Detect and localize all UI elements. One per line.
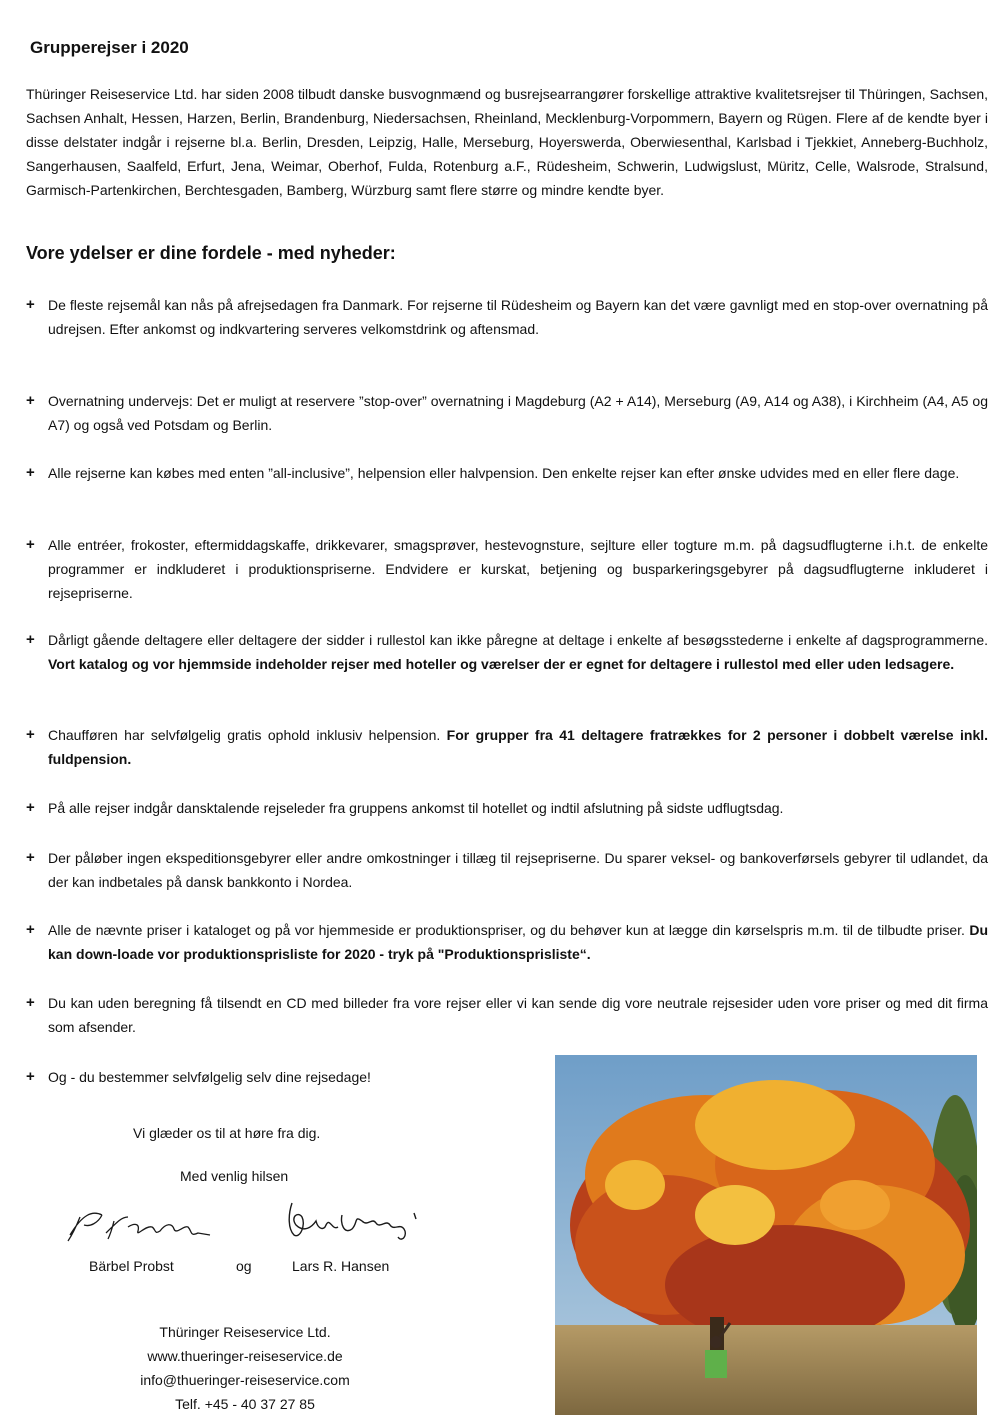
plus-icon: +	[26, 799, 35, 816]
plus-icon: +	[26, 296, 35, 313]
bullet-text: De fleste rejsemål kan nås på afrejsedagen fra Danmark. For rejserne til Rüdesheim og Bayern kan det være gavnligt med en stop-over overnatning på udrejsen. Efter ankomst og indkvartering serveres velkomstdrink og aftensmad.	[48, 297, 988, 337]
company-contact-block	[80, 1320, 410, 1416]
bullet-text: Du kan uden beregning få tilsendt en CD med billeder fra vore rejser eller vi kan sende dig vore neutrale rejsesider uden vore priser og med dit firma som afsender.	[48, 995, 988, 1035]
plus-icon: +	[26, 631, 35, 648]
bullet-item	[26, 796, 988, 820]
plus-icon: +	[26, 849, 35, 866]
section-subtitle: Vore ydelser er dine fordele - med nyheder:	[26, 243, 396, 263]
page-title: Grupperejser i 2020	[30, 38, 189, 57]
plus-icon: +	[26, 1068, 35, 1085]
bullet-item	[26, 389, 988, 437]
bullet-bold-text: Du kan down-loade vor produktionsprisliste for 2020 - tryk på "Produktionsprisliste“.	[48, 922, 988, 962]
signature-hansen	[282, 1195, 432, 1250]
bullet-text: Der påløber ingen ekspeditionsgebyrer eller andre omkostninger i tillæg til rejsepriserne. Du sparer veksel- og bankoverførsels gebyrer til udlandet, da der kan indbetales på dansk bankkonto i Nordea.	[48, 850, 988, 890]
bullet-bold-text: For grupper fra 41 deltagere fratrækkes for 2 personer i dobbelt værelse inkl. fuldpension.	[48, 727, 989, 767]
signer-name-probst: Bärbel Probst	[89, 1258, 174, 1274]
plus-icon: +	[26, 464, 35, 481]
bullet-text: Alle entréer, frokoster, eftermiddagskaffe, drikkevarer, smagsprøver, hestevognsture, sejlture eller togture m.m. på dagsudflugterne i.h.t. de enkelte programmer er indkluderet i produktionspriserne. Endvidere er kurskat, betjening og busparkeringsgebyrer på dagsudflugterne inkluderet i rejsepriserne.	[48, 537, 988, 601]
autumn-tree-photo	[555, 1055, 977, 1415]
plus-icon: +	[26, 921, 35, 938]
signer-name-hansen: Lars R. Hansen	[292, 1258, 390, 1274]
company-website[interactable]: www.thueringer-reiseservice.de	[147, 1348, 343, 1364]
bullet-item	[26, 846, 988, 894]
company-phone: Telf. +45 - 40 37 27 85	[175, 1396, 315, 1412]
company-name: Thüringer Reiseservice Ltd.	[159, 1324, 331, 1340]
bullet-text: Alle de nævnte priser i kataloget og på vor hjemmeside er produktionspriser, og du behøver kun at lægge din kørselspris m.m. til de tilbudte priser.	[48, 922, 970, 938]
bullet-text: På alle rejser indgår dansktalende rejseleder fra gruppens ankomst til hotellet og indtil afslutning på sidste udflugtsdag.	[48, 800, 784, 816]
plus-icon: +	[26, 392, 35, 409]
company-email[interactable]: info@thueringer-reiseservice.com	[140, 1372, 350, 1388]
intro-paragraph: Thüringer Reiseservice Ltd. har siden 2008 tilbudt danske busvognmænd og busrejsearrangører forskellige attraktive kvalitetsrejser til Thüringen, Sachsen, Sachsen Anhalt, Hessen, Harzen, Berlin, Brandenburg, Niedersachsen, Rheinland, Mecklenburg-Vorpommern, Bayern og Rügen. Flere af de kendte byer i disse delstater indgår i rejserne bl.a. Berlin, Dresden, Leipzig, Halle, Merseburg, Hoyerswerda, Oberwiesenthal, Karlsbad i Tjekkiet, Anneberg-Buchholz, Sangerhausen, Saalfeld, Erfurt, Jena, Weimar, Oberhof, Fulda, Rotenburg a.F., Rüdesheim, Schwerin, Ludwigslust, Müritz, Celle, Walsrode, Stralsund, Garmisch-Partenkirchen, Berchtesgaden, Bamberg, Würzburg samt flere større og mindre kendte byer.	[26, 86, 988, 198]
plus-icon: +	[26, 536, 35, 553]
bullet-item	[26, 533, 988, 605]
closing-greeting: Vi glæder os til at høre fra dig.	[133, 1125, 321, 1141]
signer-conjunction: og	[236, 1258, 252, 1274]
plus-icon: +	[26, 726, 35, 743]
bullet-text: Dårligt gående deltagere eller deltagere der sidder i rullestol kan ikke påregne at deltage i enkelte af besøgsstederne i enkelte af dagsprogrammerne.	[48, 632, 988, 648]
bullet-item	[26, 1065, 526, 1089]
bullet-item	[26, 918, 988, 966]
closing-regards: Med venlig hilsen	[180, 1168, 289, 1184]
bullet-text: Chaufføren har selvfølgelig gratis ophold inklusiv helpension.	[48, 727, 447, 743]
bullet-bold-text: Vort katalog og vor hjemmside indeholder rejser med hoteller og værelser der er egnet for deltagere i rullestol med eller uden ledsagere.	[48, 656, 955, 672]
bullet-text: Overnatning undervejs: Det er muligt at reservere ”stop-over” overnatning i Magdeburg (A2 + A14), Merseburg (A9, A14 og A38), i Kirchheim (A4, A5 og A7) og også ved Potsdam og Berlin.	[48, 393, 988, 433]
bullet-item	[26, 293, 988, 341]
bullet-item	[26, 991, 988, 1039]
bullet-item	[26, 723, 988, 771]
plus-icon: +	[26, 994, 35, 1011]
bullet-item	[26, 628, 988, 676]
bullet-item	[26, 461, 988, 485]
bullet-text: Alle rejserne kan købes med enten ”all-inclusive”, helpension eller halvpension. Den enkelte rejser kan efter ønske udvides med en eller flere dage.	[48, 465, 960, 481]
bullet-text: Og - du bestemmer selvfølgelig selv dine rejsedage!	[48, 1069, 371, 1085]
signature-probst	[62, 1205, 222, 1245]
